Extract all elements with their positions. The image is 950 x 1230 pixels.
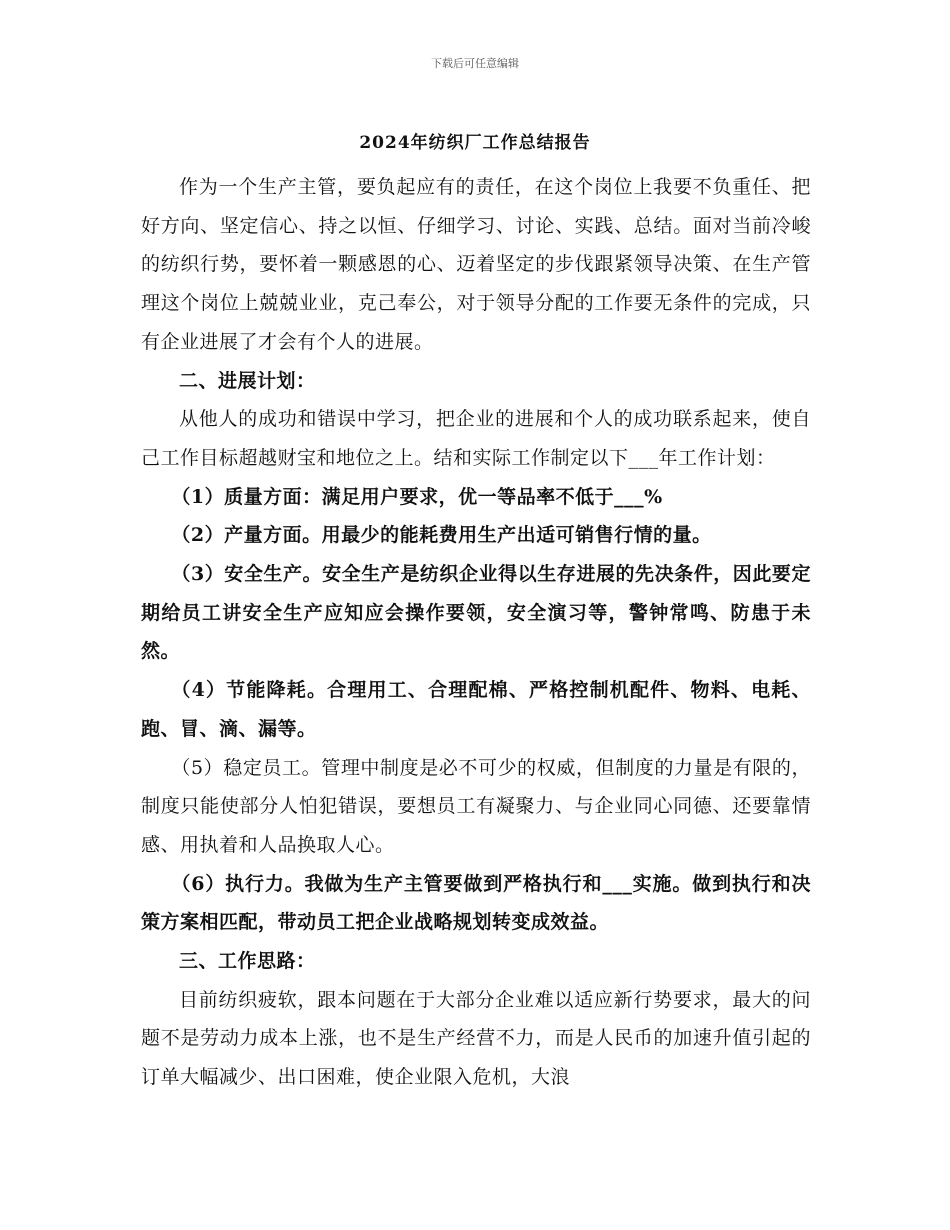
header-note: 下载后可任意编辑	[431, 57, 519, 70]
heading-development-plan: 二、进展计划：	[179, 369, 316, 392]
document-body	[141, 168, 811, 1097]
plan-item-safety: （3）安全生产。安全生产是纺织企业得以生存进展的先决条件，因此要定期给员工讲安全生产应知应会操作要领，安全演习等，警钟常鸣、防患于未然。	[141, 563, 811, 663]
plan-item-quality: （1）质量方面：满足用户要求，优一等品率不低于___%	[171, 485, 663, 508]
paragraph-approach: 目前纺织疲软，跟本问题在于大部分企业难以适应新行势要求，最大的问题不是劳动力成本上涨，也不是生产经营不力，而是人民币的加速升值引起的订单大幅减少、出口困难，使企业限入危机，大浪	[141, 988, 811, 1089]
plan-item-staff: （5）稳定员工。管理中制度是必不可少的权威，但制度的力量是有限的，制度只能使部分人怕犯错误，要想员工有凝聚力、与企业同心同德、还要靠情感、用执着和人品换取人心。	[141, 756, 811, 856]
plan-item-execution: （6）执行力。我做为生产主管要做到严格执行和___实施。做到执行和决策方案相匹配，带动员工把企业战略规划转变成效益。	[141, 872, 811, 934]
plan-item-output: （2）产量方面。用最少的能耗费用生产出适可销售行情的量。	[171, 524, 712, 547]
heading-work-approach: 三、工作思路：	[179, 950, 316, 973]
plan-item-energy: （4）节能降耗。合理用工、合理配棉、严格控制机配件、物料、电耗、跑、冒、滴、漏等。	[141, 679, 811, 740]
paragraph-intro: 作为一个生产主管，要负起应有的责任，在这个岗位上我要不负重任、把好方向、坚定信心、持之以恒、仔细学习、讨论、实践、总结。面对当前冷峻的纺织行势，要怀着一颗感恩的心、迈着坚定的步伐跟紧领导决策、在生产管理这个岗位上兢兢业业，克己奉公，对于领导分配的工作要无条件的完成，只有企业进展了才会有个人的进展。	[141, 176, 811, 353]
document-title: 2024年纺织厂工作总结报告	[359, 133, 591, 153]
paragraph-plan-intro: 从他人的成功和错误中学习，把企业的进展和个人的成功联系起来，使自己工作目标超越财宝和地位之上。结和实际工作制定以下___年工作计划：	[141, 408, 811, 469]
